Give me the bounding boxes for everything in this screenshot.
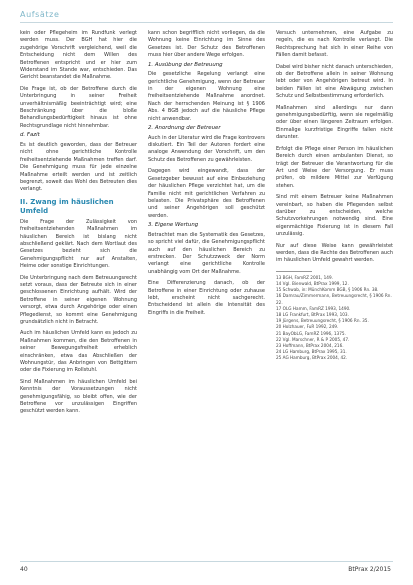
column-1-block-3 [20, 219, 137, 416]
paragraph: Es ist deutlich geworden, dass der Betreuer nicht ohne gerichtliche Kontrolle freiheitsentziehende Maßnahmen treffen darf. Die Genehmigung muss für jede einzelne Maßnahme erteilt werden und ist zeitlich begrenzt, soweit das Wohl des Betreuten dies verlangt. [20, 141, 137, 193]
paragraph: Sind Maßnahmen im häuslichen Umfeld bei Kenntnis der Voraussetzungen nicht genehmigungsfähig, so bleibt offen, wie der Betroffene vor unzulässigen Eingriffen geschützt werden kann. [20, 378, 137, 415]
footnotes [276, 275, 393, 362]
paragraph: Versuch unternehmen, eine Aufgabe zu regeln, die es nach Kontrolle verlangt. Die Rechtsprechung hat sich in einer Reihe von Fällen damit befasst. [276, 30, 393, 59]
paragraph: Dabei wird bisher nicht danach unterschieden, ob der Betroffene allein in seiner Wohnung lebt oder von Angehörigen betreut wird. In beiden Fällen ist eine Abwägung zwischen Schutz und Selbstbestimmung erforderlich. [276, 63, 393, 100]
journal-issue: BtPrax 2/2015 [348, 566, 391, 573]
column-2-block-4 [148, 232, 265, 317]
footnote: 24 LG Hamburg, BtPrax 1995, 31. [276, 349, 347, 355]
column-2 [148, 30, 265, 317]
paragraph: Auch im häuslichen Umfeld kann es jedoch zu Maßnahmen kommen, die den Betroffenen in seiner Bewegungsfreiheit erheblich einschränken, etwa das Abschließen der Wohnungstür, das Anbringen von Bettgittern oder die Fixierung im Rollstuhl. [20, 330, 137, 374]
footnote: 17 OLG Hamm, FamRZ 1993, 1490. [276, 305, 351, 311]
top-rule [20, 22, 393, 23]
footnote: 16 Damrau/Zimmermann, Betreuungsrecht, § 1906 Rn. 22. [276, 293, 392, 305]
footnote: 14 Vgl. Bienwald, BtPrax 1999, 12. [276, 280, 349, 286]
paragraph: Erfolgt die Pflege einer Person im häuslichen Bereich durch einen ambulanten Dienst, so trägt der Betreuer die Verantwortung für die Art und Weise der Versorgung. Er muss prüfen, ob mildere Mittel zur Verfügung stehen. [276, 145, 393, 189]
paragraph: Dagegen wird eingewandt, dass der Gesetzgeber bewusst auf eine Einbeziehung der häuslichen Pflege verzichtet hat, um die Familie nicht mit gerichtlichen Verfahren zu belasten. Die Privatsphäre des Betroffenen und seiner Angehörigen soll geschützt werden. [148, 168, 265, 219]
bottom-rule [20, 561, 393, 562]
subheading-2: 2. Anordnung der Betreuer [148, 125, 221, 132]
footnote: 22 Vgl. Marschner, R & P 2005, 47. [276, 336, 350, 342]
subheading-1: 1. Ausübung der Betreuung [148, 61, 223, 68]
footnote: 25 AG Hamburg, BtPrax 2004, 42. [276, 355, 348, 361]
paragraph: Maßnahmen sind allerdings nur dann genehmigungsbedürftig, wenn sie regelmäßig oder über einen längeren Zeitraum erfolgen. Einmalige kurzfristige Eingriffe fallen nicht darunter. [276, 104, 393, 141]
column-2-block-1 [148, 30, 265, 60]
column-1-block-1 [20, 30, 137, 130]
column-2-block-3 [148, 135, 265, 220]
paragraph: Die Unterbringung nach dem Betreuungsrecht setzt voraus, dass der Betreute sich in einer geschlossenen Einrichtung aufhält. Wird der Betroffene in seiner eigenen Wohnung versorgt, etwa durch Angehörige oder einen Pflegedienst, so kommt eine Genehmigung grundsätzlich nicht in Betracht. [20, 274, 137, 325]
footnote: 18 LG Frankfurt, BtPrax 1993, 103. [276, 312, 349, 317]
paragraph: Eine Differenzierung danach, ob der Betroffene in einer Einrichtung oder zuhause lebt, erscheint nicht sachgerecht. Entscheidend ist allein die Intensität des Eingriffs in die Freiheit. [148, 280, 265, 316]
paragraph: Sind mit einem Betreuer keine Maßnahmen vereinbart, so haben die Pflegenden selbst darüber zu entscheiden, welche Schutzvorkehrungen notwendig sind. Eine eigenmächtige Fixierung ist in diesem Fall unzulässig. [276, 194, 393, 238]
paragraph: Nur auf diese Weise kann gewährleistet werden, dass die Rechte des Betroffenen auch im häuslichen Umfeld gewahrt werden. [276, 242, 393, 264]
footnote: 15 Schwab, in: MünchKomm BGB, § 1906 Rn. 38. [276, 287, 379, 293]
column-1 [20, 30, 137, 416]
column-3-block-1 [276, 30, 393, 265]
subheading-fazit: d. Fazit [20, 132, 40, 139]
footnote: 19 Jürgens, Betreuungsrecht, § 1906 Rn. 35. [276, 318, 369, 324]
column-2-block-2 [148, 71, 265, 123]
paragraph: kann schon begrifflich nicht vorliegen, da die Wohnung keine Einrichtung im Sinne des Gesetzes ist. Der Schutz des Betroffenen muss hier über andere Wege erfolgen. [148, 30, 265, 59]
paragraph: Die gesetzliche Regelung verlangt eine gerichtliche Genehmigung, wenn der Betreuer in der eigenen Wohnung eine freiheitsentziehende Maßnahme anordnet. Nach der herrschenden Meinung ist § 1906 Abs. 4 BGB jedoch auf die häusliche Pflege nicht anwendbar. [148, 71, 265, 122]
subheading-3: 3. Eigene Wertung [148, 222, 199, 229]
paragraph: Auch in der Literatur wird die Frage kontrovers diskutiert. Ein Teil der Autoren fordert eine analoge Anwendung der Vorschrift, um den Schutz des Betroffenen zu gewährleisten. [148, 134, 265, 163]
column-3 [276, 30, 393, 362]
section-kicker: Aufsätze [20, 10, 60, 19]
paragraph: Die Frage ist, ob der Betroffene durch die Unterbringung in seiner Freiheit unverhältnismäßig beeinträchtigt wird; eine Beschränkung über die bloße Behandlungsbedürftigkeit hinaus ist ohne Rechtsgrundlage nicht hinnehmbar. [20, 85, 137, 129]
footnote-rule [276, 271, 312, 272]
page-number: 40 [20, 566, 28, 573]
section-heading: II. Zwang im häuslichen Umfeld [20, 197, 114, 215]
footnote: 13 BGH, FamRZ 2001, 149. [276, 274, 333, 280]
footnote: 21 BayObLG, FamRZ 1996, 1375. [276, 330, 346, 336]
footnote: 20 Holzhauer, FuR 1992, 249. [276, 324, 339, 330]
paragraph: kein oder Pflegeheim im Rundfunk verlegt werden muss. Der BGH hat hier die zugehörige Vorschrift vergleichend, weil die Entscheidung nicht dem Willen des Betroffenen entspricht und er hier zum Widerstand im Stande war, entschieden. Das Gericht beanstandet die Maßnahme. [20, 30, 137, 81]
column-1-block-2 [20, 142, 137, 194]
paragraph: Die Frage der Zulässigkeit von freiheitsentziehenden Maßnahmen im häuslichen Bereich ist bislang nicht abschließend geklärt. Nach dem Wortlaut des Gesetzes bezieht sich die Genehmigungspflicht nur auf Anstalten, Heime oder sonstige Einrichtungen. [20, 218, 137, 270]
paragraph: Betrachtet man die Systematik des Gesetzes, so spricht viel dafür, die Genehmigungspflicht auch auf den häuslichen Bereich zu erstrecken. Der Schutzzweck der Norm verlangt eine gerichtliche Kontrolle unabhängig vom Ort der Maßnahme. [148, 231, 265, 275]
footnote: 23 Hoffmann, BtPrax 2004, 216. [276, 343, 344, 349]
